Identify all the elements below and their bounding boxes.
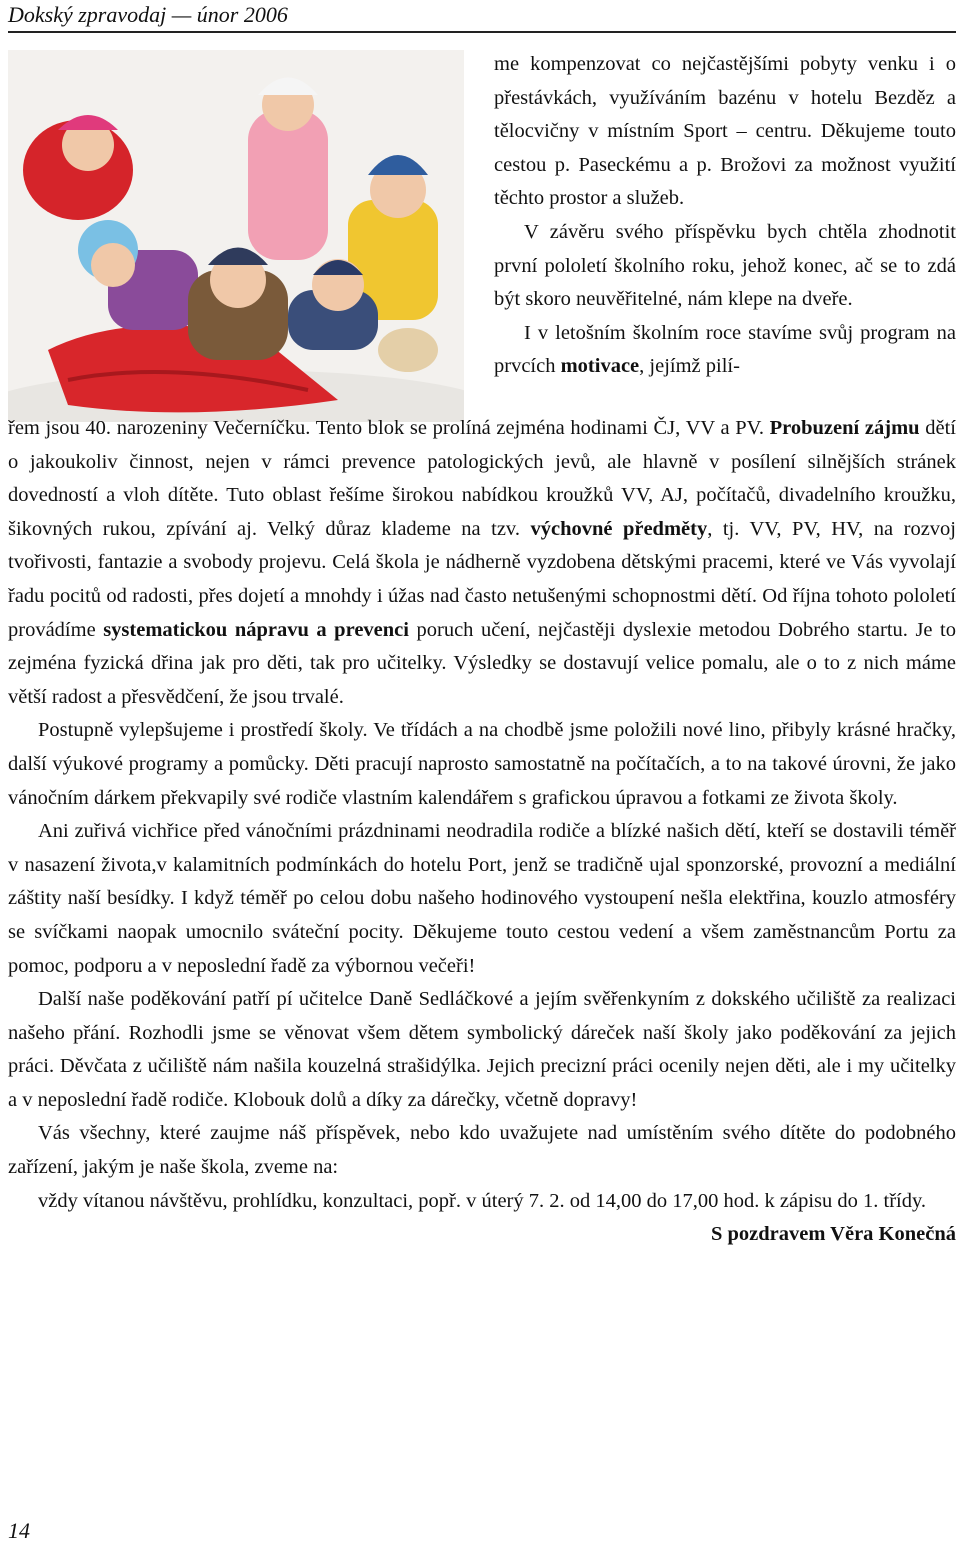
page-number: 14 [8, 1518, 30, 1543]
bold-term: výchovné předměty [530, 517, 708, 540]
column-paragraph: me kompenzovat co nejčastějšími pobyty venku i o přestávkách, využíváním bazénu v hotelu Bezděz a tělocvičny v místním Sport – centru. Děkujeme touto cestou p. Paseckému a p. Brožovi za možnost využití těchto prostor a služeb. [494, 53, 956, 210]
main-paragraph: Postupně vylepšujeme i prostředí školy. Ve třídách a na chodbě jsme položili nové lino, přibyly krásné hračky, další výukové programy a pomůcky. Děti pracují naprosto samostatně na počítačích, a to na takové úrovni, že jako vánočním dárkem překvapily své rodiče vlastním kalendářem s grafickou úpravou a fotkami ze života školy. [8, 719, 956, 809]
bold-term: motivace [560, 355, 640, 378]
main-paragraph: Ani zuřivá vichřice před vánočními prázdninami neodradila rodiče a blízké našich dětí, kteří se dostavili téměř v nasazení života,v kalamitních podmínkách do hotelu Port, jenž se tradičně ujal sponzorské, provozní a mediální záštity naší besídky. I když téměř po celou dobu našeho hodinového vystoupení nešla elektřina, kouzlo atmosféry se svíčkami naopak umocnilo sváteční pocity. Děkujeme touto cestou vedení a všem zaměstnancům Portu za pomoc, podporu a v neposlední řadě za výbornou večeři! [8, 820, 956, 977]
main-paragraph: vždy vítanou návštěvu, prohlídku, konzultaci, popř. v úterý 7. 2. od 14,00 do 17,00 hod. k zápisu do 1. třídy. [38, 1189, 927, 1212]
main-paragraph: Vás všechny, které zaujme náš příspěvek, nebo kdo uvažujete nad umístěním svého dítěte do podobného zařízení, jakým je naše škola, zveme na: [8, 1122, 956, 1179]
main-paragraph: Další naše poděkování patří pí učitelce Daně Sedláčkové a jejím svěřenkyním z dokského učiliště za realizaci našeho přání. Rozhodli jsme se věnovat všem dětem symbolický dáreček naší školy jako poděkování za jejich práci. Děvčata z učiliště nám našila kouzelná strašidýlka. Jejich precizní práci ocenily nejen děti, ale i my učitelky a v neposlední řadě rodiče. Klobouk dolů a díky za dárečky, včetně dopravy! [8, 988, 956, 1111]
bold-term: systematickou nápravu a prevenci [103, 618, 409, 641]
column-paragraph: V závěru svého příspěvku bych chtěla zhodnotit první pololetí školního roku, jehož konec, ač se to zdá být skoro neuvěřitelné, nám klepe na dveře. [494, 220, 956, 311]
signature: S pozdravem Věra Konečná [710, 1223, 956, 1246]
text-run: I v letošním školním roce stavíme svůj program na prvcích [494, 321, 956, 378]
text-run: dětí o jakoukoliv činnost, nejen v rámci prevence patologických jevů, ale hlavně v posílení silnějších stránek dovedností a vloh dítěte. Tuto oblast řešíme širokou nabídkou kroužků VV, AJ, počítačů, divadelního kroužku, šikovných rukou, zpívání aj. Velký důraz klademe na tzv. [8, 417, 956, 540]
children-sledding-photo [8, 50, 464, 422]
text-run: , tj. VV, PV, HV, na rozvoj tvořivosti, fantazie a svobody projevu. Celá škola je nádherně vyzdobena dětskými pracemi, které ve Vás vyvolají řadu pocitů od radosti, přes dojetí a mnohdy i úžas nad často netušenými schopnostmi dětí. Od října tohoto pololetí provádíme [8, 517, 956, 641]
text-run: poruch učení, nejčastěji dyslexie metodou Dobrého startu. Je to zejména fyzická dřina jak pro děti, tak pro učitelky. Výsledky se dostavují velice pomalu, ale o to z nich máme větší radost a přesvědčení, že jsou trvalé. [8, 618, 956, 708]
bold-term: Probuzení zájmu [769, 417, 920, 439]
main-paragraph [8, 412, 956, 714]
right-column-text [494, 48, 956, 384]
text-run: , jejímž pilí- [639, 355, 740, 378]
newsletter-header: Dokský zpravodaj — únor 2006 [8, 2, 288, 27]
column-paragraph [494, 317, 956, 384]
text-run: řem jsou 40. narozeniny Večerníčku. Tento blok se prolíná zejména hodinami ČJ, VV a PV. [8, 417, 770, 439]
main-text [8, 412, 956, 1252]
header-rule [8, 31, 956, 33]
